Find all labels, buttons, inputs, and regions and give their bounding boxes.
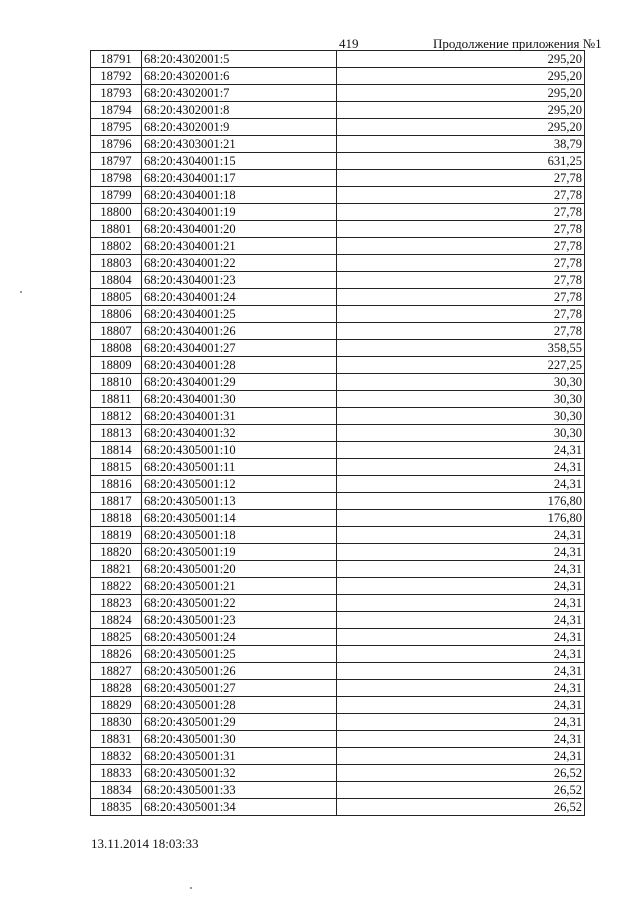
cadastral-number: 68:20:4302001:9 — [142, 119, 337, 136]
value-cell: 24,31 — [337, 663, 585, 680]
table-row — [91, 255, 585, 272]
cadastral-number: 68:20:4305001:20 — [142, 561, 337, 578]
value-cell: 27,78 — [337, 170, 585, 187]
table-row — [91, 799, 585, 816]
row-number: 18828 — [91, 680, 142, 697]
cadastral-number: 68:20:4305001:14 — [142, 510, 337, 527]
table-row — [91, 697, 585, 714]
cadastral-number: 68:20:4304001:29 — [142, 374, 337, 391]
cadastral-number: 68:20:4304001:32 — [142, 425, 337, 442]
table-row — [91, 357, 585, 374]
row-number: 18830 — [91, 714, 142, 731]
row-number: 18813 — [91, 425, 142, 442]
value-cell: 30,30 — [337, 425, 585, 442]
value-cell: 24,31 — [337, 476, 585, 493]
print-timestamp: 13.11.2014 18:03:33 — [91, 836, 199, 851]
row-number: 18817 — [91, 493, 142, 510]
row-number: 18835 — [91, 799, 142, 816]
value-cell: 38,79 — [337, 136, 585, 153]
cadastral-number: 68:20:4304001:18 — [142, 187, 337, 204]
cadastral-number: 68:20:4304001:27 — [142, 340, 337, 357]
value-cell: 30,30 — [337, 391, 585, 408]
table-row — [91, 663, 585, 680]
value-cell: 295,20 — [337, 85, 585, 102]
row-number: 18792 — [91, 68, 142, 85]
value-cell: 24,31 — [337, 544, 585, 561]
cadastral-number: 68:20:4305001:11 — [142, 459, 337, 476]
row-number: 18823 — [91, 595, 142, 612]
row-number: 18810 — [91, 374, 142, 391]
table-row — [91, 68, 585, 85]
table-row — [91, 391, 585, 408]
row-number: 18825 — [91, 629, 142, 646]
table-row — [91, 714, 585, 731]
row-number: 18831 — [91, 731, 142, 748]
row-number: 18814 — [91, 442, 142, 459]
row-number: 18795 — [91, 119, 142, 136]
value-cell: 27,78 — [337, 238, 585, 255]
value-cell: 27,78 — [337, 323, 585, 340]
table-row — [91, 238, 585, 255]
cadastral-number: 68:20:4304001:19 — [142, 204, 337, 221]
table-row — [91, 595, 585, 612]
row-number: 18832 — [91, 748, 142, 765]
table-row — [91, 782, 585, 799]
table-row — [91, 748, 585, 765]
row-number: 18800 — [91, 204, 142, 221]
value-cell: 24,31 — [337, 748, 585, 765]
row-number: 18796 — [91, 136, 142, 153]
row-number: 18804 — [91, 272, 142, 289]
row-number: 18816 — [91, 476, 142, 493]
row-number: 18820 — [91, 544, 142, 561]
table-row — [91, 119, 585, 136]
value-cell: 27,78 — [337, 306, 585, 323]
table-row — [91, 544, 585, 561]
table-row — [91, 85, 585, 102]
continuation-heading: Продолжение приложения №1 — [433, 36, 602, 51]
table-row — [91, 170, 585, 187]
row-number: 18834 — [91, 782, 142, 799]
page-number: 419 — [339, 36, 359, 51]
value-cell: 176,80 — [337, 510, 585, 527]
table-row — [91, 680, 585, 697]
cadastral-number: 68:20:4305001:29 — [142, 714, 337, 731]
table-row — [91, 510, 585, 527]
value-cell: 30,30 — [337, 374, 585, 391]
cadastral-number: 68:20:4305001:32 — [142, 765, 337, 782]
table-row — [91, 153, 585, 170]
row-number: 18798 — [91, 170, 142, 187]
cadastral-number: 68:20:4305001:26 — [142, 663, 337, 680]
cadastral-number: 68:20:4305001:33 — [142, 782, 337, 799]
cadastral-number: 68:20:4305001:27 — [142, 680, 337, 697]
row-number: 18807 — [91, 323, 142, 340]
cadastral-number: 68:20:4305001:21 — [142, 578, 337, 595]
value-cell: 295,20 — [337, 119, 585, 136]
row-number: 18829 — [91, 697, 142, 714]
value-cell: 24,31 — [337, 459, 585, 476]
table-row — [91, 561, 585, 578]
cadastral-number: 68:20:4304001:28 — [142, 357, 337, 374]
table-row — [91, 459, 585, 476]
cadastral-number: 68:20:4305001:24 — [142, 629, 337, 646]
row-number: 18803 — [91, 255, 142, 272]
row-number: 18799 — [91, 187, 142, 204]
value-cell: 27,78 — [337, 204, 585, 221]
table-row — [91, 136, 585, 153]
value-cell: 26,52 — [337, 765, 585, 782]
value-cell: 631,25 — [337, 153, 585, 170]
row-number: 18811 — [91, 391, 142, 408]
value-cell: 24,31 — [337, 714, 585, 731]
value-cell: 358,55 — [337, 340, 585, 357]
table-row — [91, 323, 585, 340]
table-row — [91, 374, 585, 391]
value-cell: 24,31 — [337, 731, 585, 748]
cadastral-number: 68:20:4304001:22 — [142, 255, 337, 272]
scan-speck — [190, 887, 192, 889]
value-cell: 227,25 — [337, 357, 585, 374]
row-number: 18806 — [91, 306, 142, 323]
row-number: 18801 — [91, 221, 142, 238]
cadastral-number: 68:20:4304001:15 — [142, 153, 337, 170]
cadastral-number: 68:20:4304001:24 — [142, 289, 337, 306]
value-cell: 27,78 — [337, 289, 585, 306]
row-number: 18833 — [91, 765, 142, 782]
table-row — [91, 272, 585, 289]
row-number: 18791 — [91, 51, 142, 68]
cadastral-number: 68:20:4304001:30 — [142, 391, 337, 408]
table-row — [91, 340, 585, 357]
cadastral-number: 68:20:4305001:19 — [142, 544, 337, 561]
cadastral-number: 68:20:4302001:8 — [142, 102, 337, 119]
table-row — [91, 425, 585, 442]
cadastral-number: 68:20:4305001:13 — [142, 493, 337, 510]
cadastral-number: 68:20:4304001:17 — [142, 170, 337, 187]
table-row — [91, 646, 585, 663]
cadastral-number: 68:20:4305001:34 — [142, 799, 337, 816]
row-number: 18793 — [91, 85, 142, 102]
table-row — [91, 476, 585, 493]
table-row — [91, 612, 585, 629]
value-cell: 295,20 — [337, 51, 585, 68]
row-number: 18809 — [91, 357, 142, 374]
row-number: 18808 — [91, 340, 142, 357]
cadastral-number: 68:20:4304001:23 — [142, 272, 337, 289]
value-cell: 27,78 — [337, 255, 585, 272]
row-number: 18826 — [91, 646, 142, 663]
row-number: 18794 — [91, 102, 142, 119]
row-number: 18818 — [91, 510, 142, 527]
row-number: 18812 — [91, 408, 142, 425]
cadastral-number: 68:20:4304001:21 — [142, 238, 337, 255]
row-number: 18822 — [91, 578, 142, 595]
cadastral-number: 68:20:4305001:12 — [142, 476, 337, 493]
row-number: 18815 — [91, 459, 142, 476]
value-cell: 24,31 — [337, 697, 585, 714]
value-cell: 24,31 — [337, 612, 585, 629]
table-row — [91, 187, 585, 204]
cadastral-number: 68:20:4303001:21 — [142, 136, 337, 153]
row-number: 18805 — [91, 289, 142, 306]
cadastral-number: 68:20:4304001:20 — [142, 221, 337, 238]
cadastral-number: 68:20:4304001:26 — [142, 323, 337, 340]
table-row — [91, 51, 585, 68]
cadastral-number: 68:20:4305001:31 — [142, 748, 337, 765]
table-row — [91, 408, 585, 425]
value-cell: 24,31 — [337, 680, 585, 697]
cadastral-number: 68:20:4304001:31 — [142, 408, 337, 425]
cadastral-number: 68:20:4305001:28 — [142, 697, 337, 714]
value-cell: 24,31 — [337, 561, 585, 578]
scan-speck — [20, 291, 22, 293]
cadastral-number: 68:20:4302001:5 — [142, 51, 337, 68]
table-row — [91, 493, 585, 510]
cadastral-number: 68:20:4305001:30 — [142, 731, 337, 748]
value-cell: 24,31 — [337, 595, 585, 612]
cadastral-number: 68:20:4305001:22 — [142, 595, 337, 612]
table-row — [91, 289, 585, 306]
row-number: 18797 — [91, 153, 142, 170]
registry-table-body — [91, 51, 585, 816]
value-cell: 27,78 — [337, 187, 585, 204]
value-cell: 26,52 — [337, 799, 585, 816]
row-number: 18819 — [91, 527, 142, 544]
value-cell: 176,80 — [337, 493, 585, 510]
table-row — [91, 204, 585, 221]
value-cell: 24,31 — [337, 442, 585, 459]
value-cell: 295,20 — [337, 68, 585, 85]
value-cell: 24,31 — [337, 646, 585, 663]
table-row — [91, 306, 585, 323]
cadastral-number: 68:20:4305001:18 — [142, 527, 337, 544]
cadastral-number: 68:20:4302001:7 — [142, 85, 337, 102]
table-row — [91, 221, 585, 238]
value-cell: 27,78 — [337, 272, 585, 289]
cadastral-number: 68:20:4305001:10 — [142, 442, 337, 459]
value-cell: 24,31 — [337, 578, 585, 595]
table-row — [91, 731, 585, 748]
cadastral-number: 68:20:4302001:6 — [142, 68, 337, 85]
table-row — [91, 442, 585, 459]
table-row — [91, 527, 585, 544]
value-cell: 27,78 — [337, 221, 585, 238]
value-cell: 30,30 — [337, 408, 585, 425]
row-number: 18827 — [91, 663, 142, 680]
row-number: 18821 — [91, 561, 142, 578]
table-row — [91, 102, 585, 119]
row-number: 18824 — [91, 612, 142, 629]
value-cell: 24,31 — [337, 629, 585, 646]
registry-table — [90, 50, 585, 816]
value-cell: 24,31 — [337, 527, 585, 544]
row-number: 18802 — [91, 238, 142, 255]
cadastral-number: 68:20:4304001:25 — [142, 306, 337, 323]
table-row — [91, 765, 585, 782]
cadastral-number: 68:20:4305001:23 — [142, 612, 337, 629]
table-row — [91, 578, 585, 595]
table-row — [91, 629, 585, 646]
cadastral-number: 68:20:4305001:25 — [142, 646, 337, 663]
value-cell: 295,20 — [337, 102, 585, 119]
value-cell: 26,52 — [337, 782, 585, 799]
